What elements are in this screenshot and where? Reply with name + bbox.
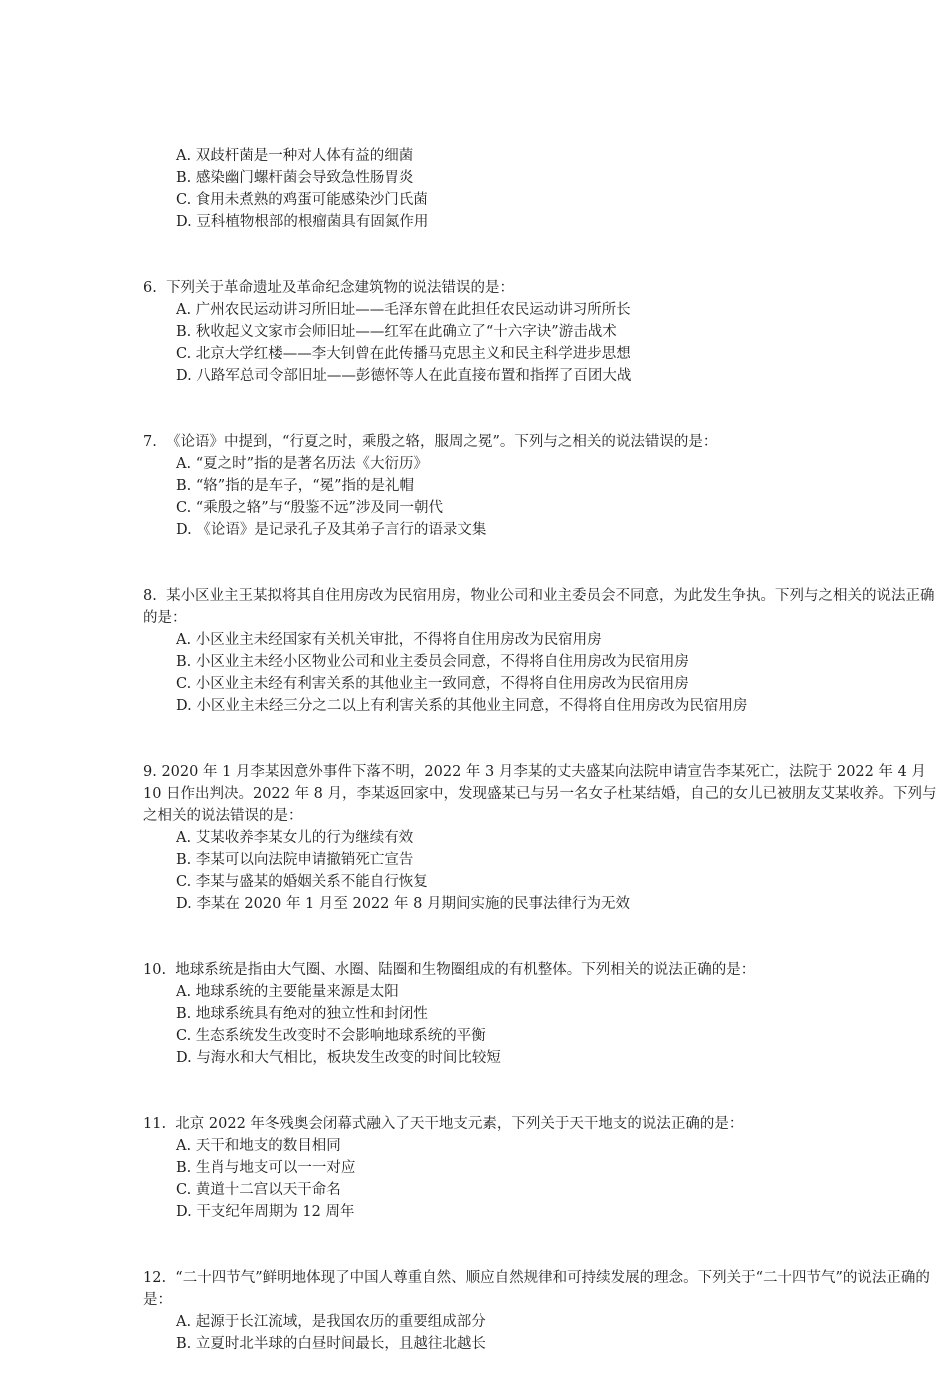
question-stem (143, 431, 943, 453)
option-c: C. 北京大学红楼——李大钊曾在此传播马克思主义和民主科学进步思想 (176, 346, 631, 362)
question-11 (143, 1113, 943, 1223)
options-list (143, 453, 943, 541)
question-stem (143, 1267, 943, 1311)
option-b: B. 秋收起义文家市会师旧址——红军在此确立了“十六字诀”游击战术 (176, 324, 617, 340)
question-10 (143, 959, 943, 1069)
options-list (143, 629, 943, 717)
question-text: 某小区业主王某拟将其自住用房改为民宿用房，物业公司和业主委员会不同意，为此发生争执。下列与之相关的说法正确的是： (143, 588, 935, 626)
option-d: D. 干支纪年周期为 12 周年 (176, 1204, 355, 1220)
question-stem (143, 959, 943, 981)
option-d: D. 与海水和大气相比，板块发生改变的时间比较短 (176, 1050, 501, 1066)
option-a: A. 艾某收养李某女儿的行为继续有效 (176, 830, 414, 846)
question-stem (143, 585, 943, 629)
option-b: B. “辂”指的是车子，“冕”指的是礼帽 (176, 478, 415, 494)
options-list (143, 1135, 943, 1223)
question-text: “二十四节气”鲜明地体现了中国人尊重自然、顺应自然规律和可持续发展的理念。下列关于“二十四节气”的说法正确的是： (143, 1270, 930, 1308)
option-b: B. 地球系统具有绝对的独立性和封闭性 (176, 1006, 428, 1022)
question-number: 12. (143, 1270, 167, 1286)
option-d: D. 李某在 2020 年 1 月至 2022 年 8 月期间实施的民事法律行为无效 (176, 896, 630, 912)
option-a: A. 天干和地支的数目相同 (176, 1138, 341, 1154)
question-6 (143, 277, 943, 387)
option-c: C. “乘殷之辂”与“殷鉴不远”涉及同一朝代 (176, 500, 443, 516)
option-b: B. 生肖与地支可以一一对应 (176, 1160, 356, 1176)
question-number: 8. (143, 588, 157, 604)
option-c: C. 食用未煮熟的鸡蛋可能感染沙门氏菌 (176, 192, 428, 208)
options-list (143, 1311, 943, 1355)
option-d: D. 小区业主未经三分之二以上有利害关系的其他业主同意，不得将自住用房改为民宿用房 (176, 698, 748, 714)
option-b: B. 感染幽门螺杆菌会导致急性肠胃炎 (176, 170, 414, 186)
question-number: 7. (143, 434, 157, 450)
option-b: B. 立夏时北半球的白昼时间最长，且越往北越长 (176, 1336, 486, 1352)
question-number: 10. (143, 962, 167, 978)
option-d: D. 《论语》是记录孔子及其弟子言行的语录文集 (176, 522, 487, 538)
question-number: 6. (143, 280, 157, 296)
option-d: D. 豆科植物根部的根瘤菌具有固氮作用 (176, 214, 429, 230)
option-a: A. 小区业主未经国家有关机关审批，不得将自住用房改为民宿用房 (176, 632, 602, 648)
question-5-options (143, 145, 943, 233)
option-d: D. 八路军总司令部旧址——彭德怀等人在此直接布置和指挥了百团大战 (176, 368, 632, 384)
options-list (143, 299, 943, 387)
question-stem (143, 277, 943, 299)
option-a: A. 双歧杆菌是一种对人体有益的细菌 (176, 148, 414, 164)
options-list (143, 827, 943, 915)
question-number: 9. (143, 764, 157, 780)
question-text: 《论语》中提到，“行夏之时，乘殷之辂，服周之冕”。下列与之相关的说法错误的是： (166, 434, 718, 450)
option-a: A. 地球系统的主要能量来源是太阳 (176, 984, 399, 1000)
option-a: A. “夏之时”指的是著名历法《大衍历》 (176, 456, 429, 472)
question-8 (143, 585, 943, 717)
question-text: 2020 年 1 月李某因意外事件下落不明，2022 年 3 月李某的丈夫盛某向法院申请宣告李某死亡，法院于 2022 年 4 月 10 日作出判决。2022 年 8 月，李某返回家中，发现盛某已与另一名女子杜某结婚，自己的女儿已被朋友艾某收养。下列与之相关的说法错误的是： (143, 764, 937, 824)
question-7 (143, 431, 943, 541)
option-c: C. 李某与盛某的婚姻关系不能自行恢复 (176, 874, 428, 890)
question-text: 下列关于革命遗址及革命纪念建筑物的说法错误的是： (166, 280, 515, 296)
option-c: C. 生态系统发生改变时不会影响地球系统的平衡 (176, 1028, 486, 1044)
question-stem (143, 1113, 943, 1135)
option-b: B. 小区业主未经小区物业公司和业主委员会同意，不得将自住用房改为民宿用房 (176, 654, 689, 670)
question-text: 北京 2022 年冬残奥会闭幕式融入了天干地支元素，下列关于天干地支的说法正确的是： (175, 1116, 744, 1132)
document-page (143, 145, 943, 1399)
option-a: A. 广州农民运动讲习所旧址——毛泽东曾在此担任农民运动讲习所所长 (176, 302, 631, 318)
question-number: 11. (143, 1116, 167, 1132)
options-list (143, 981, 943, 1069)
option-c: C. 小区业主未经有利害关系的其他业主一致同意，不得将自住用房改为民宿用房 (176, 676, 689, 692)
option-a: A. 起源于长江流域，是我国农历的重要组成部分 (176, 1314, 486, 1330)
question-9 (143, 761, 943, 915)
question-stem (143, 761, 943, 827)
question-12 (143, 1267, 943, 1355)
question-text: 地球系统是指由大气圈、水圈、陆圈和生物圈组成的有机整体。下列相关的说法正确的是： (175, 962, 756, 978)
option-b: B. 李某可以向法院申请撤销死亡宣告 (176, 852, 414, 868)
option-c: C. 黄道十二宫以天干命名 (176, 1182, 341, 1198)
